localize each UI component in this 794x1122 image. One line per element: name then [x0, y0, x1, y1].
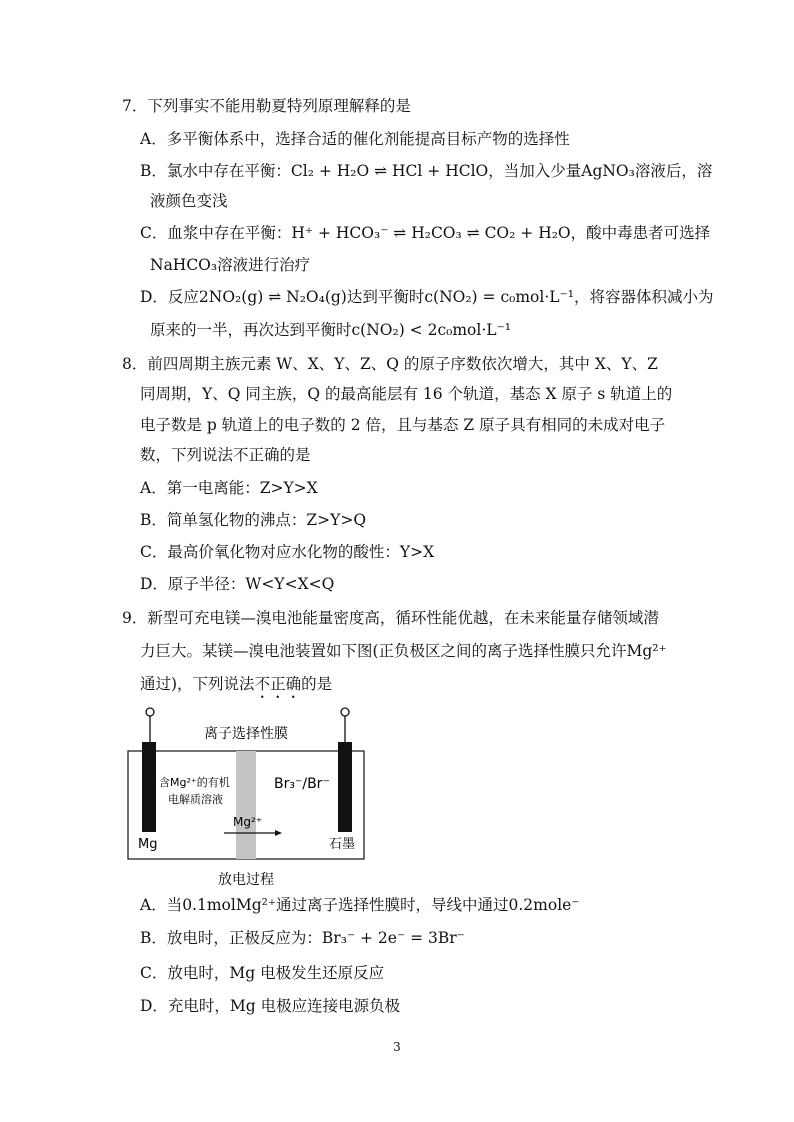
q8-stem-line1: 8．前四周期主族元素 W、X、Y、Z、Q 的原子序数依次增大，其中 X、Y、Z [122, 355, 658, 373]
q8-stem-line2: 同周期，Y、Q 同主族，Q 的最高能层有 16 个轨道，基态 X 原子 s 轨道上的 [140, 385, 673, 403]
membrane-label: 离子选择性膜 [204, 726, 288, 742]
mg-ion-label: Mg²⁺ [233, 815, 263, 829]
q8-stem-line3: 电子数是 p 轨道上的电子数的 2 倍，且与基态 Z 原子具有相同的未成对电子 [140, 416, 666, 434]
q7-option-a: A．多平衡体系中，选择合适的催化剂能提高目标产物的选择性 [140, 130, 570, 148]
q7-option-d-line2: 原来的一半，再次达到平衡时c(NO₂) < 2c₀mol·L⁻¹ [150, 321, 511, 339]
q9-stem-post: 的是 [301, 675, 333, 693]
q9-emphasis-not-correct: 不正确 [254, 675, 302, 693]
q9-stem-pre: 通过)，下列说法 [140, 675, 255, 693]
graphite-electrode [338, 742, 352, 832]
q7-stem: 7．下列事实不能用勒夏特列原理解释的是 [122, 97, 411, 115]
mg-electrode-label: Mg [138, 837, 158, 852]
q9-stem-line1: 9．新型可充电镁—溴电池能量密度高，循环性能优越，在未来能量存储领域潜 [122, 609, 659, 627]
ion-selective-membrane [236, 751, 256, 859]
q8-stem-line4: 数，下列说法不正确的是 [140, 446, 311, 464]
q8-option-c: C．最高价氧化物对应水化物的酸性：Y>X [140, 543, 435, 561]
q8-option-a: A．第一电离能：Z>Y>X [140, 479, 318, 497]
arrow-head-icon [275, 830, 282, 836]
left-solution-label-2: 电解质溶液 [168, 793, 223, 806]
left-solution-label-1: 含Mg²⁺的有机 [159, 776, 230, 789]
q7-option-c-line1: C．血浆中存在平衡：H⁺ + HCO₃⁻ ⇌ H₂CO₃ ⇌ CO₂ + H₂O，酸中毒患者可选择 [140, 224, 711, 242]
q9-option-d: D．充电时，Mg 电极应连接电源负极 [140, 997, 401, 1015]
q9-option-c: C．放电时，Mg 电极发生还原反应 [140, 964, 385, 982]
q7-option-d-line1: D．反应2NO₂(g) ⇌ N₂O₄(g)达到平衡时c(NO₂) = c₀mol·L⁻¹，将容器体积减小为 [140, 288, 714, 306]
q7-option-b-line2: 液颜色变浅 [150, 192, 228, 210]
graphite-electrode-label: 石墨 [329, 837, 356, 852]
left-terminal-icon [146, 708, 154, 716]
q7-option-c-line2: NaHCO₃溶液进行治疗 [150, 256, 311, 274]
right-terminal-icon [341, 708, 349, 716]
right-solution-label: Br₃⁻/Br⁻ [274, 776, 330, 792]
q9-stem-line3 [140, 673, 332, 702]
q8-option-d: D．原子半径：W<Y<X<Q [140, 575, 335, 593]
q9-stem-line2: 力巨大。某镁—溴电池装置如下图(正负极区之间的离子选择性膜只允许Mg²⁺ [140, 642, 667, 660]
mg-electrode [142, 742, 156, 832]
q8-option-b: B．简单氢化物的沸点：Z>Y>Q [140, 511, 367, 529]
page-number: 3 [393, 1040, 401, 1054]
q7-option-b-line1: B．氯水中存在平衡：Cl₂ + H₂O ⇌ HCl + HClO，当加入少量AgNO₃溶液后，溶 [140, 162, 713, 180]
q9-option-b: B．放电时，正极反应为：Br₃⁻ + 2e⁻ = 3Br⁻ [140, 929, 465, 947]
diagram-caption: 放电过程 [218, 872, 274, 888]
q9-option-a: A．当0.1molMg²⁺通过离子选择性膜时，导线中通过0.2mole⁻ [140, 896, 580, 914]
battery-diagram [126, 702, 386, 888]
